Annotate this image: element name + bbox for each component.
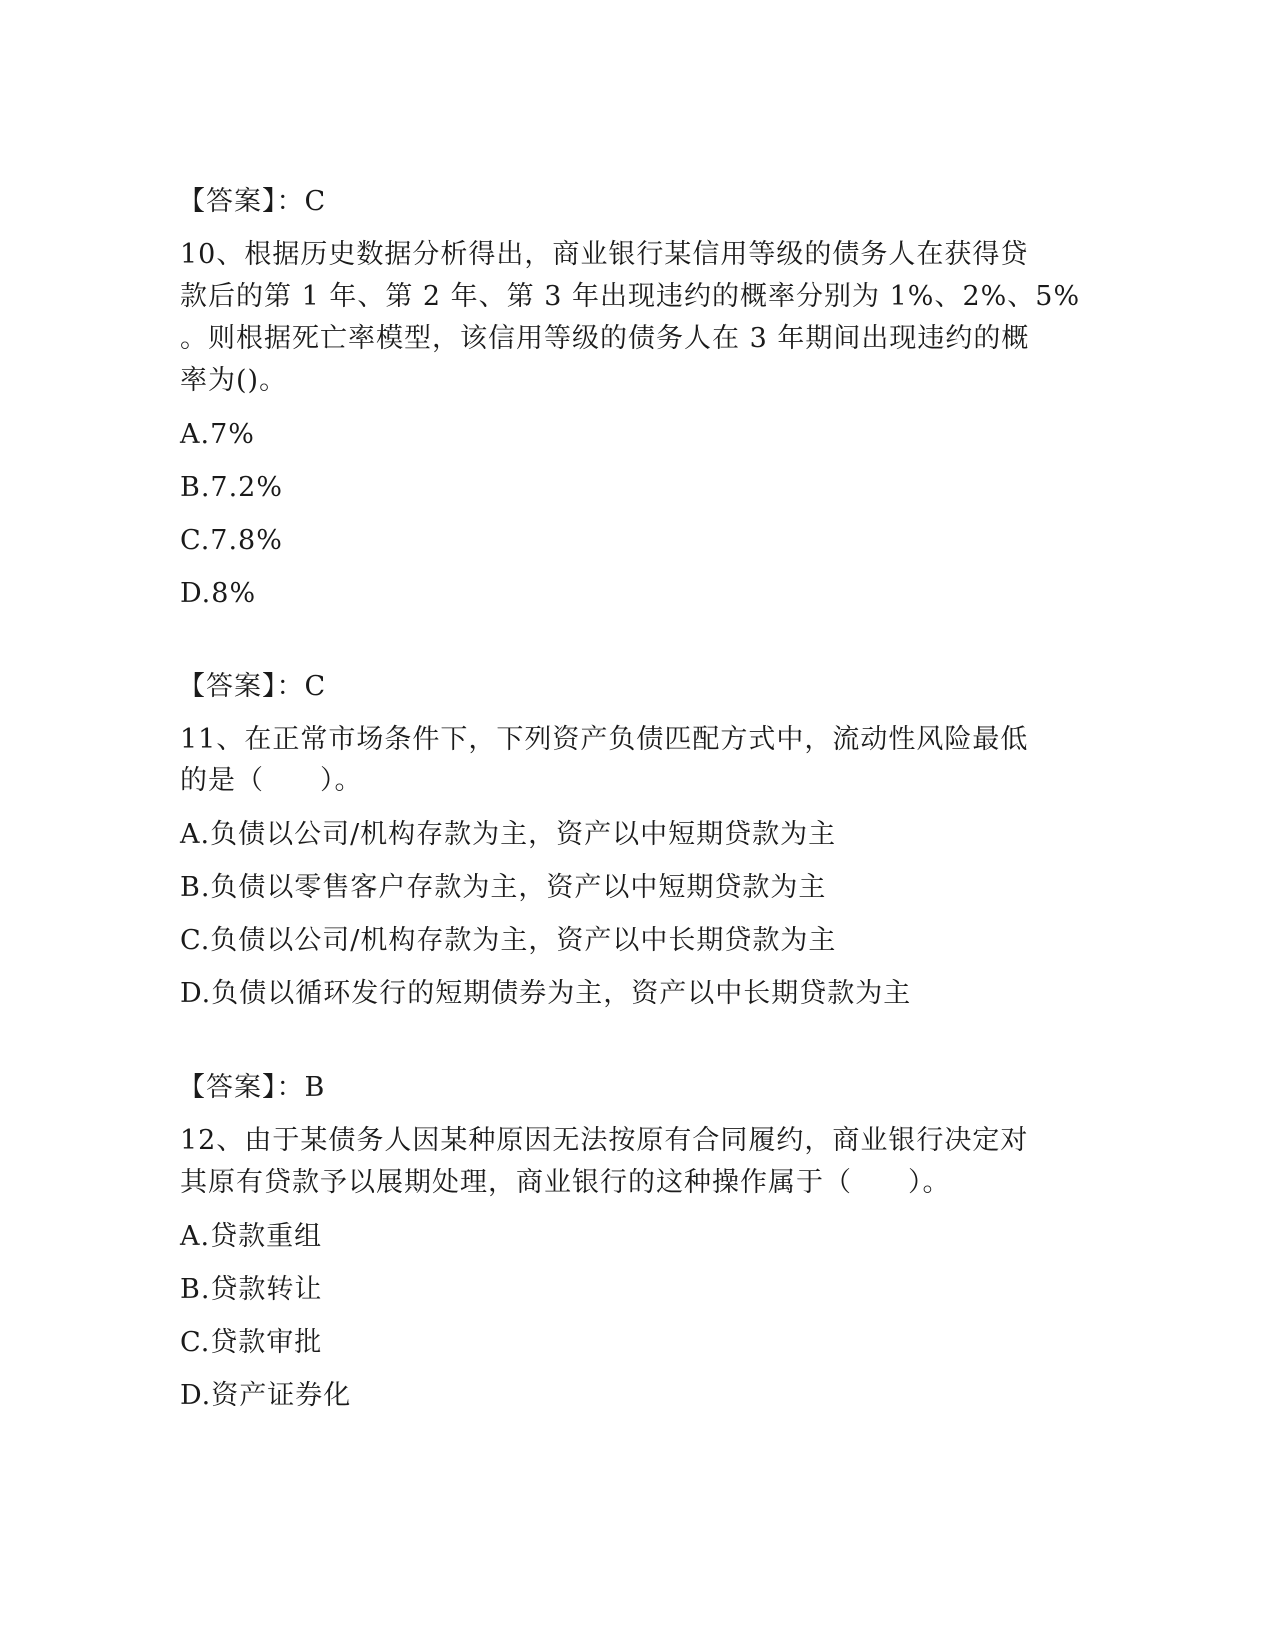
question-12-option-c: C.贷款审批 xyxy=(180,1327,323,1358)
question-11-option-b: B.负债以零售客户存款为主，资产以中短期贷款为主 xyxy=(180,872,827,903)
question-10-line-3: 。则根据死亡率模型，该信用等级的债务人在 3 年期间出现违约的概 xyxy=(180,323,1030,354)
question-12-option-a: A.贷款重组 xyxy=(180,1221,323,1252)
answer-line: 【答案】：C xyxy=(178,186,327,217)
question-11-option-a: A.负债以公司/机构存款为主，资产以中短期贷款为主 xyxy=(180,819,837,850)
question-10-option-c: C.7.8% xyxy=(180,525,283,556)
question-10-line-1: 10、根据历史数据分析得出，商业银行某信用等级的债务人在获得贷 xyxy=(180,239,1029,270)
question-12-option-d: D.资产证券化 xyxy=(180,1380,352,1411)
question-10-answer: 【答案】：C xyxy=(178,671,327,702)
question-10-option-d: D.8% xyxy=(180,578,257,609)
question-12-option-b: B.贷款转让 xyxy=(180,1274,323,1305)
question-10-option-b: B.7.2% xyxy=(180,472,284,503)
question-11-line-1: 11、在正常市场条件下，下列资产负债匹配方式中，流动性风险最低 xyxy=(180,724,1029,755)
question-10-line-4: 率为()。 xyxy=(180,365,288,396)
question-11-answer: 【答案】：B xyxy=(178,1072,326,1103)
question-11-line-2: 的是（ ）。 xyxy=(180,765,363,796)
question-10-line-2: 款后的第 1 年、第 2 年、第 3 年出现违约的概率分别为 1%、2%、5% xyxy=(180,281,1081,312)
question-12-line-2: 其原有贷款予以展期处理，商业银行的这种操作属于（ ）。 xyxy=(180,1167,951,1198)
question-12-line-1: 12、由于某债务人因某种原因无法按原有合同履约，商业银行决定对 xyxy=(180,1125,1029,1156)
question-11-option-d: D.负债以循环发行的短期债券为主，资产以中长期贷款为主 xyxy=(180,978,912,1009)
question-10-option-a: A.7% xyxy=(180,419,255,450)
question-11-option-c: C.负债以公司/机构存款为主，资产以中长期贷款为主 xyxy=(180,925,837,956)
